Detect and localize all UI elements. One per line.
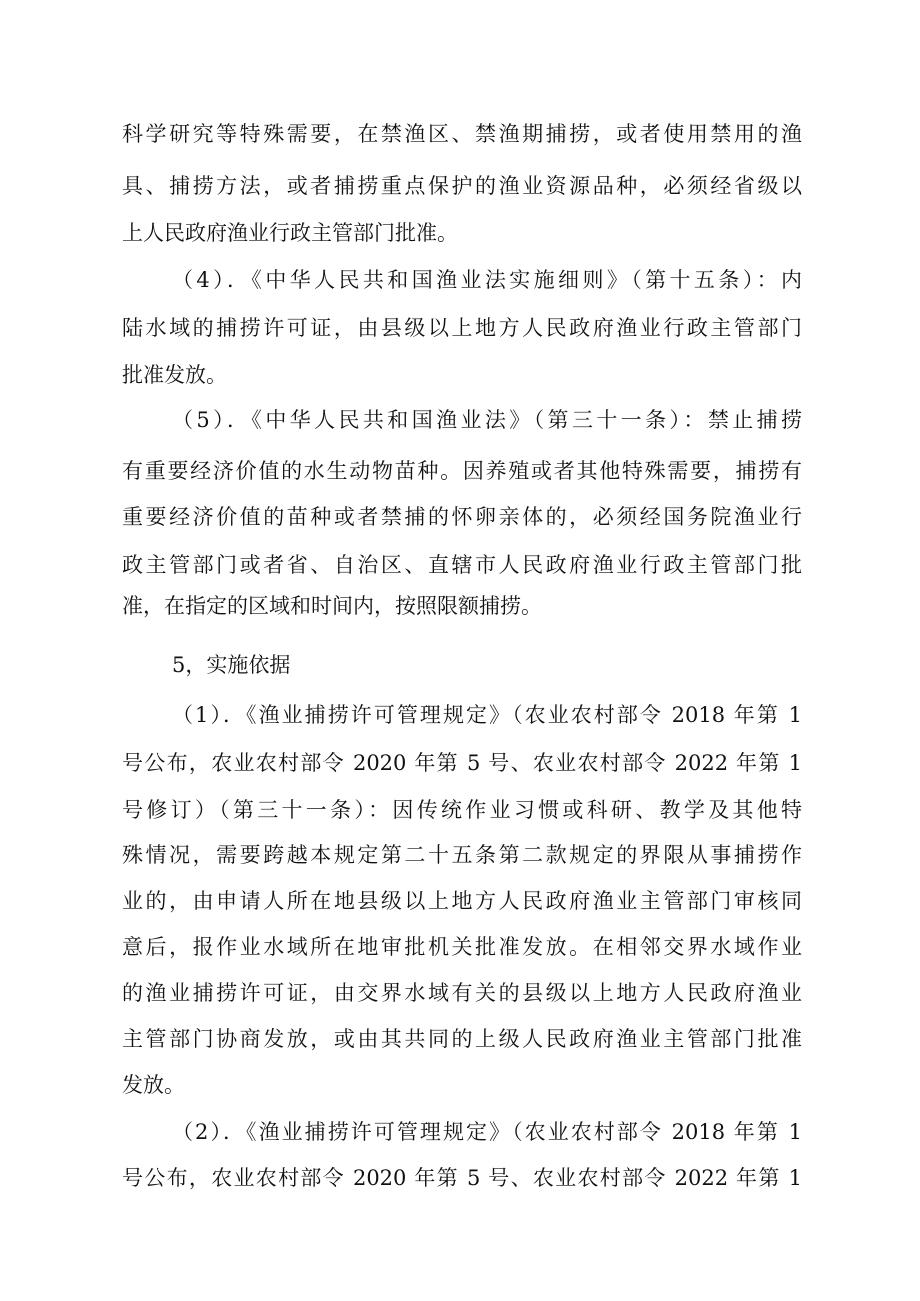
text-line: 殊情况，需要跨越本规定第二十五条第二款规定的界限从事捕捞作 — [122, 843, 802, 867]
text-line: 重要经济价值的苗种或者禁捕的怀卵亲体的，必须经国务院渔业行 — [122, 505, 802, 529]
text-line: 发放。 — [122, 1073, 185, 1097]
text-line: 准，在指定的区域和时间内，按照限额捕捞。 — [122, 594, 542, 618]
text-line: 业的，由申请人所在地县级以上地方人民政府渔业主管部门审核同 — [122, 889, 802, 913]
text-line: 主管部门协商发放，或由其共同的上级人民政府渔业主管部门批准 — [122, 1027, 802, 1051]
text-line: 具、捕捞方法，或者捕捞重点保护的渔业资源品种，必须经省级以 — [122, 174, 802, 198]
text-line: 科学研究等特殊需要，在禁渔区、禁渔期捕捞，或者使用禁用的渔 — [122, 122, 802, 146]
text-line: 政主管部门或者省、自治区、直辖市人民政府渔业行政主管部门批 — [122, 553, 802, 577]
text-line: （5）．《中华人民共和国渔业法》（第三十一条）：禁止捕捞 — [172, 408, 802, 432]
text-line: 的渔业捕捞许可证，由交界水域有关的县级以上地方人民政府渔业 — [122, 981, 802, 1005]
text-line: 有重要经济价值的水生动物苗种。因养殖或者其他特殊需要，捕捞有 — [122, 459, 802, 483]
text-line: （1）．《渔业捕捞许可管理规定》（农业农村部令 2018 年第 1 — [172, 703, 802, 727]
text-line: （4）．《中华人民共和国渔业法实施细则》（第十五条）：内 — [172, 268, 802, 292]
text-line: 陆水域的捕捞许可证，由县级以上地方人民政府渔业行政主管部门 — [122, 316, 802, 340]
text-line: 上人民政府渔业行政主管部门批准。 — [122, 221, 458, 245]
section-heading: 5，实施依据 — [172, 653, 291, 677]
text-line: 意后，报作业水域所在地审批机关批准发放。在相邻交界水域作业 — [122, 935, 802, 959]
text-line: 号公布，农业农村部令 2020 年第 5 号、农业农村部令 2022 年第 1 — [122, 751, 802, 775]
text-line: 批准发放。 — [122, 363, 227, 387]
text-line: 号公布，农业农村部令 2020 年第 5 号、农业农村部令 2022 年第 1 — [122, 1166, 802, 1190]
text-line: 号修订）（第三十一条）：因传统作业习惯或科研、教学及其他特 — [122, 798, 802, 822]
text-line: （2）．《渔业捕捞许可管理规定》（农业农村部令 2018 年第 1 — [172, 1120, 802, 1144]
